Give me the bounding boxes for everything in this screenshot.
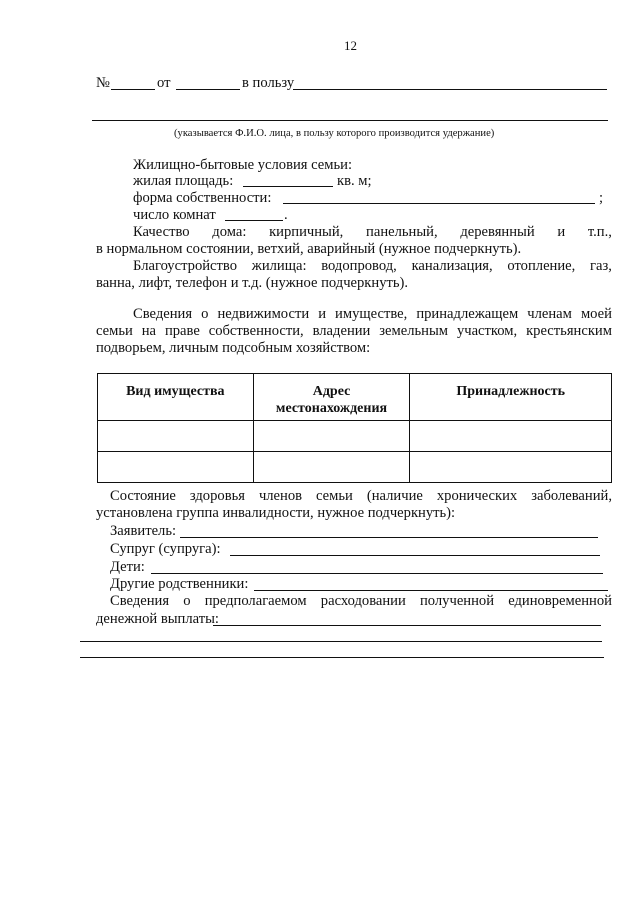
word: имуществе, xyxy=(335,306,408,322)
word: Сведения xyxy=(110,593,170,609)
health-line1 xyxy=(110,487,612,505)
living-conditions-title: Жилищно-бытовые условия семьи: xyxy=(133,157,353,173)
spouse-label: Супруг (супруга): xyxy=(110,541,221,557)
rooms-end: . xyxy=(284,207,288,223)
word: Состояние xyxy=(110,488,176,504)
word: заболеваний, xyxy=(531,488,612,504)
word: т.п., xyxy=(587,224,612,240)
word: полученной xyxy=(419,593,495,609)
ownership-label: форма собственности: xyxy=(133,190,272,206)
rooms-label: число комнат xyxy=(133,207,216,223)
payment-line2: денежной выплаты: xyxy=(96,611,219,627)
living-area-blank[interactable] xyxy=(243,186,333,187)
payment-blank-1[interactable] xyxy=(213,625,601,626)
table-cell[interactable] xyxy=(253,421,410,452)
word: (наличие xyxy=(366,488,423,504)
property-line1 xyxy=(133,305,612,323)
in-favor-label: в пользу xyxy=(242,75,295,91)
in-favor-blank[interactable] xyxy=(293,89,607,90)
children-label: Дети: xyxy=(110,559,145,575)
header-text: Адрес xyxy=(312,384,351,399)
property-line3: подворьем, личным подсобным хозяйством: xyxy=(96,340,371,356)
date-label: от xyxy=(157,75,171,91)
number-label: № xyxy=(96,75,110,91)
relatives-blank[interactable] xyxy=(254,590,608,591)
word: праве xyxy=(164,323,200,339)
word: Сведения xyxy=(133,306,193,322)
date-blank[interactable] xyxy=(176,89,240,90)
word: членов xyxy=(258,488,303,504)
table-row xyxy=(98,452,612,483)
ownership-end: ; xyxy=(599,190,604,206)
living-area-label: жилая площадь: xyxy=(133,173,234,189)
table-cell[interactable] xyxy=(410,421,612,452)
word: семьи xyxy=(96,323,133,339)
word: членам xyxy=(527,306,572,322)
living-area-unit: кв. м; xyxy=(337,173,372,189)
ownership-blank[interactable] xyxy=(283,203,595,204)
word: кирпичный, xyxy=(269,224,344,240)
word: канализация, xyxy=(411,258,493,274)
table-row xyxy=(98,421,612,452)
word: жилища: xyxy=(251,258,307,274)
children-blank[interactable] xyxy=(151,573,603,574)
payment-blank-3[interactable] xyxy=(80,657,604,658)
word: принадлежащем xyxy=(416,306,519,322)
word: земельным xyxy=(379,323,449,339)
number-blank[interactable] xyxy=(111,89,155,90)
word: Благоустройство xyxy=(133,258,237,274)
header-ownership xyxy=(410,374,612,421)
word: на xyxy=(141,323,157,339)
table-cell[interactable] xyxy=(253,452,410,483)
payment-line1 xyxy=(110,592,612,610)
amenities-line1 xyxy=(133,257,612,275)
header-address xyxy=(253,374,410,421)
word: семьи xyxy=(316,488,353,504)
word: здоровья xyxy=(189,488,245,504)
house-quality-line2: в нормальном состоянии, ветхий, аварийный (нужное подчеркнуть). xyxy=(96,241,522,257)
word: предполагаемом xyxy=(204,593,307,609)
spouse-blank[interactable] xyxy=(230,555,600,556)
word: расходовании xyxy=(320,593,406,609)
word: моей xyxy=(580,306,612,322)
payment-blank-2[interactable] xyxy=(80,641,602,642)
word: Качество xyxy=(133,224,190,240)
word: водопровод, xyxy=(321,258,397,274)
property-table-header xyxy=(98,374,612,421)
word: о xyxy=(183,593,191,609)
rooms-blank[interactable] xyxy=(225,220,283,221)
beneficiary-note: (указывается Ф.И.О. лица, в пользу которого производится удержание) xyxy=(174,128,495,139)
table-cell[interactable] xyxy=(98,421,254,452)
word: отопление, xyxy=(507,258,576,274)
word: и xyxy=(318,306,326,322)
house-quality-line1 xyxy=(133,223,612,241)
applicant-label: Заявитель: xyxy=(110,523,177,539)
table-cell[interactable] xyxy=(410,452,612,483)
header-text: Принадлежность xyxy=(456,384,566,399)
word: недвижимости xyxy=(217,306,310,322)
word: хронических xyxy=(436,488,518,504)
header-property-type xyxy=(98,374,254,421)
word: газ, xyxy=(590,258,612,274)
health-line2: установлена группа инвалидности, нужное подчеркнуть): xyxy=(96,505,456,521)
word: собственности, xyxy=(208,323,304,339)
word: крестьянским xyxy=(526,323,612,339)
amenities-line2: ванна, лифт, телефон и т.д. (нужное подчеркнуть). xyxy=(96,275,409,291)
word: владении xyxy=(312,323,371,339)
word: панельный, xyxy=(366,224,438,240)
property-table xyxy=(97,373,612,483)
word: дома: xyxy=(212,224,247,240)
table-cell[interactable] xyxy=(98,452,254,483)
page-number: 12 xyxy=(344,38,357,53)
word: единовременной xyxy=(508,593,612,609)
applicant-blank[interactable] xyxy=(180,537,598,538)
word: участком, xyxy=(456,323,518,339)
word: о xyxy=(201,306,209,322)
word: деревянный xyxy=(460,224,535,240)
property-line2 xyxy=(96,322,612,340)
header-text: Вид имущества xyxy=(126,384,225,399)
word: и xyxy=(557,224,566,240)
relatives-label: Другие родственники: xyxy=(110,576,249,592)
header-text: местонахождения xyxy=(275,401,388,416)
beneficiary-name-blank[interactable] xyxy=(92,120,608,121)
